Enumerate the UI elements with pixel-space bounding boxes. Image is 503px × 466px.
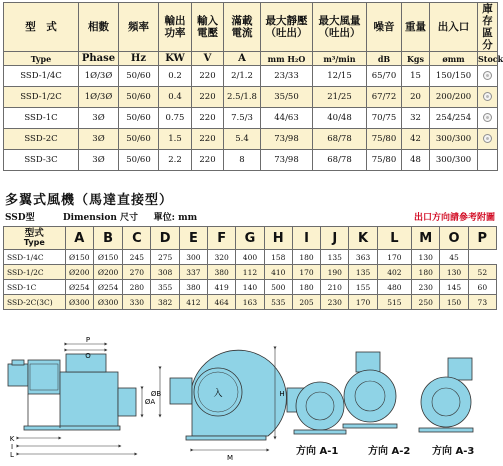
spec-unit-cell: Hz <box>119 52 159 66</box>
spec-unit-cell: V <box>192 52 224 66</box>
spec-cell: 68/78 <box>313 129 367 150</box>
dimension-cell: 155 <box>349 280 377 295</box>
spec-header-cell: 出入口 <box>430 3 478 52</box>
dimension-model-cell: SSD-1/4C <box>4 250 66 265</box>
dimension-caption <box>5 210 495 224</box>
spec-header-cell: 頻率 <box>119 3 159 52</box>
dimension-col-header: G <box>236 227 264 250</box>
dimension-model-cell: SSD-2C(3C) <box>4 295 66 310</box>
direction-a3-label: 方向 A-3 <box>432 446 475 457</box>
spec-cell: 254/254 <box>430 108 478 129</box>
stock-cell <box>478 108 498 129</box>
dim-letter-m: M <box>226 454 234 462</box>
dimension-cell: 163 <box>236 295 264 310</box>
spec-cell: 65/70 <box>367 66 402 87</box>
dimension-cell: 382 <box>151 295 179 310</box>
dimension-col-header: C <box>123 227 151 250</box>
spec-unit-cell: A <box>224 52 261 66</box>
dimension-cell: 170 <box>377 250 411 265</box>
dimension-table <box>3 226 497 310</box>
spec-table <box>3 2 503 171</box>
spec-unit-cell: mm H₂O <box>261 52 313 66</box>
dimension-cell: Ø150 <box>93 250 122 265</box>
spec-cell: 23/33 <box>261 66 313 87</box>
stock-cell <box>478 87 498 108</box>
spec-unit-cell: Phase <box>79 52 119 66</box>
spec-header-cell: 最大風量 （吐出） <box>313 3 367 52</box>
spec-cell: 73/98 <box>261 129 313 150</box>
dimension-cell: 250 <box>412 295 440 310</box>
dimension-cell: 205 <box>292 295 320 310</box>
dimension-cell: 73 <box>468 295 496 310</box>
side-view-drawing <box>8 336 155 459</box>
stock-cell <box>478 129 498 150</box>
spec-cell: 150/150 <box>430 66 478 87</box>
technical-drawings <box>0 334 500 466</box>
dimension-col-header: P <box>468 227 496 250</box>
dim-letter-l: L <box>10 451 14 459</box>
dimension-cell: 480 <box>377 280 411 295</box>
spec-row <box>4 66 498 87</box>
direction-a3-drawing <box>419 358 473 432</box>
dimension-cell: 230 <box>321 295 349 310</box>
spec-cell: 70/75 <box>367 108 402 129</box>
dimension-cell: 380 <box>179 280 207 295</box>
dim-letter-p: P <box>85 336 91 344</box>
dimension-cell: 158 <box>264 250 292 265</box>
dimension-cell: 112 <box>236 265 264 280</box>
dimension-col-header: J <box>321 227 349 250</box>
spec-header-cell: 相數 <box>79 3 119 52</box>
dimension-col-header: O <box>440 227 468 250</box>
model-cell: SSD-1/2C <box>4 87 79 108</box>
dimension-cell: 170 <box>292 265 320 280</box>
dimension-cell: Ø300 <box>93 295 122 310</box>
dimension-cell: Ø254 <box>65 280 93 295</box>
spec-cell: 12/15 <box>313 66 367 87</box>
spec-cell: 2.5/1.8 <box>224 87 261 108</box>
spec-cell: 50/60 <box>119 108 159 129</box>
spec-cell: 1Ø/3Ø <box>79 87 119 108</box>
spec-cell: 15 <box>402 66 430 87</box>
spec-unit-row <box>4 52 498 66</box>
spec-cell: 67/72 <box>367 87 402 108</box>
dimension-cell: Ø200 <box>65 265 93 280</box>
spec-cell: 68/78 <box>313 150 367 171</box>
inlet-mark: 入 <box>213 389 223 399</box>
spec-header-cell: 輸出 功率 <box>159 3 192 52</box>
dimension-col-header: F <box>208 227 236 250</box>
dimension-col-header: K <box>349 227 377 250</box>
dimension-cell: 150 <box>440 295 468 310</box>
dimension-cell: 400 <box>236 250 264 265</box>
spec-cell: 3Ø <box>79 108 119 129</box>
dimension-cell: 45 <box>440 250 468 265</box>
spec-header-cell: 噪音 <box>367 3 402 52</box>
model-cell: SSD-1C <box>4 108 79 129</box>
dimension-row <box>4 250 497 265</box>
direction-a1-label: 方向 A-1 <box>296 446 339 457</box>
dim-letter-h: H <box>279 390 285 398</box>
spec-cell: 73/98 <box>261 150 313 171</box>
spec-cell: 50/60 <box>119 66 159 87</box>
spec-cell: 220 <box>192 87 224 108</box>
stock-radio-icon <box>483 113 492 122</box>
spec-cell: 2.2 <box>159 150 192 171</box>
dimension-cell: 300 <box>179 250 207 265</box>
spec-cell: 44/63 <box>261 108 313 129</box>
spec-cell: 50/60 <box>119 87 159 108</box>
stock-radio-icon <box>483 92 492 101</box>
spec-cell: 21/25 <box>313 87 367 108</box>
spec-cell: 32 <box>402 108 430 129</box>
spec-unit-cell: KW <box>159 52 192 66</box>
dimension-cell: 330 <box>123 295 151 310</box>
dimension-cell: Ø200 <box>93 265 122 280</box>
dimension-cell: 500 <box>264 280 292 295</box>
dimension-col-header: L <box>377 227 411 250</box>
dimension-col-header: M <box>412 227 440 250</box>
model-cell: SSD-2C <box>4 129 79 150</box>
dimension-cell: 412 <box>179 295 207 310</box>
dimension-col-header: A <box>65 227 93 250</box>
spec-cell: 220 <box>192 108 224 129</box>
spec-cell: 42 <box>402 129 430 150</box>
dimension-cell: 380 <box>208 265 236 280</box>
dimension-cell: 190 <box>321 265 349 280</box>
dimension-label: Dimension 尺寸 <box>62 213 138 223</box>
dimension-cell: 130 <box>412 250 440 265</box>
spec-cell: 0.2 <box>159 66 192 87</box>
dim-letter-a: ØA <box>144 398 156 406</box>
dim-letter-k: K <box>9 435 15 443</box>
dimension-cell: Ø254 <box>93 280 122 295</box>
dimension-cell: 130 <box>440 265 468 280</box>
spec-cell: 7.5/3 <box>224 108 261 129</box>
dim-letter-i: I <box>10 443 14 451</box>
spec-cell: 200/200 <box>430 87 478 108</box>
dimension-col-header: I <box>292 227 320 250</box>
dimension-type-header <box>4 227 66 250</box>
dimension-cell: 410 <box>264 265 292 280</box>
type-label-zh: 型式 <box>24 228 44 239</box>
spec-body <box>4 66 498 171</box>
spec-cell: 50/60 <box>119 150 159 171</box>
direction-a2-drawing <box>343 352 397 428</box>
dimension-cell: 320 <box>208 250 236 265</box>
dimension-cell: Ø150 <box>65 250 93 265</box>
spec-cell: 300/300 <box>430 150 478 171</box>
dimension-cell: 270 <box>123 265 151 280</box>
spec-row <box>4 129 498 150</box>
spec-unit-cell: m³/min <box>313 52 367 66</box>
dimension-col-header: E <box>179 227 207 250</box>
spec-cell: 5.4 <box>224 129 261 150</box>
dimension-cell: 180 <box>292 250 320 265</box>
dimension-cell: 135 <box>321 250 349 265</box>
spec-cell: 8 <box>224 150 261 171</box>
dimension-cell: 355 <box>151 280 179 295</box>
section-title: 多翼式風機（馬達直接型） <box>5 193 174 208</box>
spec-cell: 48 <box>402 150 430 171</box>
spec-header-cell: 輸入 電壓 <box>192 3 224 52</box>
dimension-cell: 280 <box>123 280 151 295</box>
dimension-header-row <box>4 227 497 250</box>
dimension-cell: 210 <box>321 280 349 295</box>
dimension-cell: 145 <box>440 280 468 295</box>
spec-header-cell: 重量 <box>402 3 430 52</box>
dimension-model-cell: SSD-1C <box>4 280 66 295</box>
spec-header-cell: 庫存 區分 <box>478 3 498 52</box>
dimension-cell: 308 <box>151 265 179 280</box>
dimension-cell: 363 <box>349 250 377 265</box>
model-cell: SSD-3C <box>4 150 79 171</box>
spec-cell: 2/1.2 <box>224 66 261 87</box>
dimension-cell: 245 <box>123 250 151 265</box>
spec-unit-cell: ømm <box>430 52 478 66</box>
dimension-cell: 464 <box>208 295 236 310</box>
spec-row <box>4 108 498 129</box>
dimension-cell: 52 <box>468 265 496 280</box>
spec-cell: 3Ø <box>79 150 119 171</box>
spec-cell: 50/60 <box>119 129 159 150</box>
spec-cell: 300/300 <box>430 129 478 150</box>
dimension-cell: 180 <box>412 265 440 280</box>
spec-unit-cell: dB <box>367 52 402 66</box>
dimension-cell: 535 <box>264 295 292 310</box>
stock-radio-icon <box>483 134 492 143</box>
direction-a2-label: 方向 A-2 <box>368 446 411 457</box>
dimension-row <box>4 280 497 295</box>
spec-cell: 1.5 <box>159 129 192 150</box>
spec-cell: 75/80 <box>367 150 402 171</box>
spec-cell: 220 <box>192 129 224 150</box>
spec-header-cell: 滿載 電流 <box>224 3 261 52</box>
dimension-cell: 230 <box>412 280 440 295</box>
stock-cell <box>478 66 498 87</box>
spec-header-cell: 最大靜壓 （吐出） <box>261 3 313 52</box>
dimension-col-header: B <box>93 227 122 250</box>
spec-cell: 75/80 <box>367 129 402 150</box>
spec-unit-cell: Type <box>4 52 79 66</box>
dimension-cell: 140 <box>236 280 264 295</box>
model-cell: SSD-1/4C <box>4 66 79 87</box>
spec-row <box>4 87 498 108</box>
spec-cell: 0.4 <box>159 87 192 108</box>
front-view-drawing <box>151 348 287 462</box>
spec-cell: 20 <box>402 87 430 108</box>
unit-label: 單位: mm <box>153 213 198 223</box>
outlet-direction-note: 出口方向請參考附圖 <box>413 213 495 223</box>
dimension-cell: 419 <box>208 280 236 295</box>
dimension-cell: 135 <box>349 265 377 280</box>
dimension-col-header: D <box>151 227 179 250</box>
spec-cell: 220 <box>192 150 224 171</box>
dimension-cell: 180 <box>292 280 320 295</box>
direction-a1-drawing <box>287 382 346 434</box>
dimension-cell: 170 <box>349 295 377 310</box>
dimension-model-cell: SSD-1/2C <box>4 265 66 280</box>
dimension-cell: 337 <box>179 265 207 280</box>
dimension-col-header: H <box>264 227 292 250</box>
spec-cell: 0.75 <box>159 108 192 129</box>
stock-cell <box>478 150 498 171</box>
dimension-row <box>4 265 497 280</box>
dim-letter-b: ØB <box>150 390 162 398</box>
spec-header-row <box>4 3 498 52</box>
spec-row <box>4 150 498 171</box>
spec-unit-cell: Stock <box>478 53 503 64</box>
stock-radio-icon <box>483 71 492 80</box>
dimension-body <box>4 250 497 310</box>
dimension-cell: 402 <box>377 265 411 280</box>
dimension-row <box>4 295 497 310</box>
spec-cell: 220 <box>192 66 224 87</box>
series-label: SSD型 <box>5 213 35 223</box>
spec-header-cell: 型 式 <box>4 3 79 52</box>
spec-unit-cell: Kgs <box>402 52 430 66</box>
dimension-cell: Ø300 <box>65 295 93 310</box>
dim-letter-o: O <box>85 352 91 360</box>
dimension-cell: 60 <box>468 280 496 295</box>
type-label-en: Type <box>23 238 45 247</box>
spec-cell: 3Ø <box>79 129 119 150</box>
dimension-cell: 515 <box>377 295 411 310</box>
spec-cell: 40/48 <box>313 108 367 129</box>
spec-cell: 1Ø/3Ø <box>79 66 119 87</box>
spec-cell: 35/50 <box>261 87 313 108</box>
dimension-cell: 275 <box>151 250 179 265</box>
